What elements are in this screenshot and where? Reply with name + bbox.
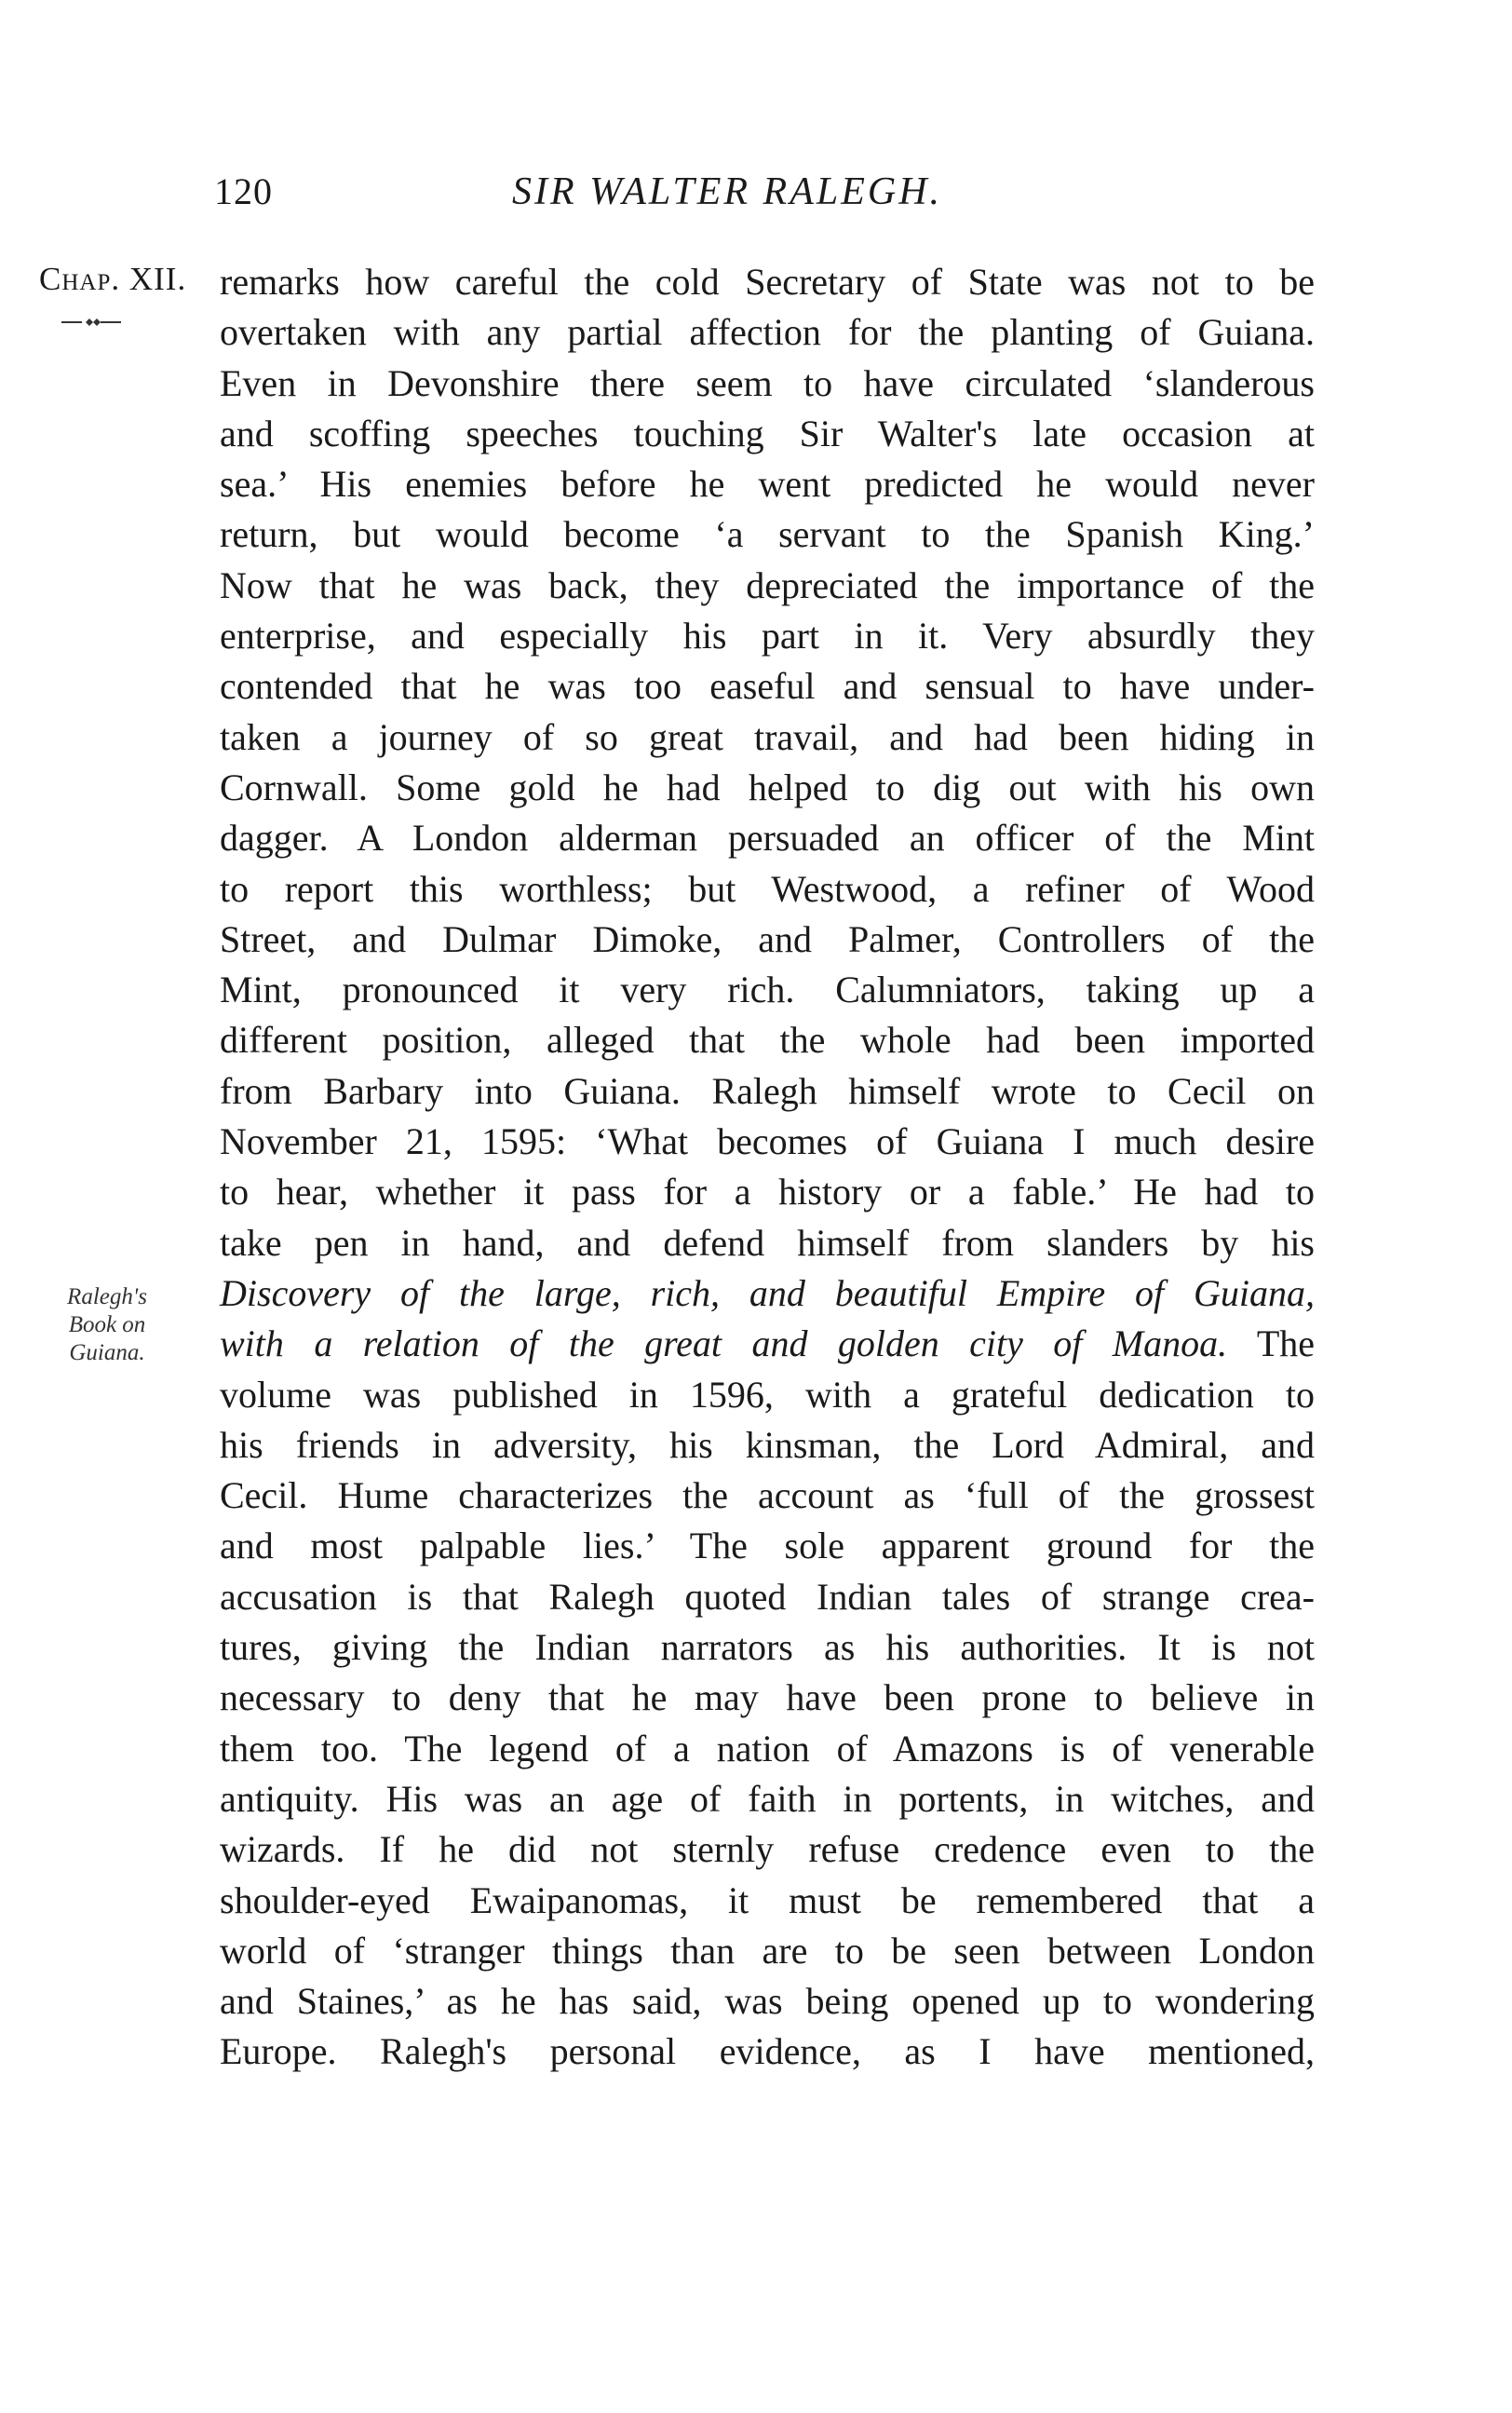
text-line: November 21, 1595: ‘What becomes of Guiana I much desire xyxy=(220,1120,1315,1163)
text-line: remarks how careful the cold Secretary of State was not to be xyxy=(220,261,1315,303)
book-subtitle-italic: with a relation of the great and golden city of Manoa. xyxy=(220,1322,1228,1365)
text-line: to hear, whether it pass for a history or a fable.’ He had to xyxy=(220,1171,1315,1213)
text-line: his friends in adversity, his kinsman, the Lord Admiral, and xyxy=(220,1423,1315,1466)
book-title-italic: Discovery of the large, rich, and beautiful Empire of Guiana, xyxy=(220,1271,1315,1314)
text-line: take pen in hand, and defend himself from slanders by his xyxy=(220,1221,1315,1264)
text-line: and most palpable lies.’ The sole apparent ground for the xyxy=(220,1525,1315,1567)
text-fragment: The xyxy=(1256,1322,1315,1365)
text-line: accusation is that Ralegh quoted Indian tales of strange crea- xyxy=(220,1575,1315,1618)
text-line: necessary to deny that he may have been prone to believe in xyxy=(220,1676,1315,1719)
sidenote-line: Ralegh's xyxy=(67,1284,147,1309)
text-line: shoulder-eyed Ewaipanomas, it must be remembered that a xyxy=(220,1878,1315,1921)
body-text xyxy=(220,257,1315,2078)
text-line: Now that he was back, they depreciated the importance of the xyxy=(220,563,1315,606)
sidenote-line: Book on xyxy=(68,1312,146,1337)
text-line-italic xyxy=(220,1319,1315,1369)
margin-sidenote xyxy=(28,1283,186,1367)
text-line: enterprise, and especially his part in it. Very absurdly they xyxy=(220,615,1315,657)
text-line: Europe. Ralegh's personal evidence, as I have mentioned, xyxy=(220,2030,1315,2073)
text-line: volume was published in 1596, with a grateful dedication to xyxy=(220,1373,1315,1416)
text-line: taken a journey of so great travail, and had been hiding in xyxy=(220,715,1315,758)
text-line: dagger. A London alderman persuaded an officer of the Mint xyxy=(220,817,1315,860)
text-line: tures, giving the Indian narrators as his authorities. It is not xyxy=(220,1626,1315,1669)
text-line: and scoffing speeches touching Sir Walter's late occasion at xyxy=(220,412,1315,454)
text-line-italic xyxy=(220,1268,1315,1319)
chapter-label: Chap. XII. xyxy=(39,261,187,297)
sidenote-line: Guiana. xyxy=(69,1340,145,1365)
text-line: Street, and Dulmar Dimoke, and Palmer, Controllers of the xyxy=(220,917,1315,960)
text-line: antiquity. His was an age of faith in portents, in witches, and xyxy=(220,1777,1315,1820)
text-line: Even in Devonshire there seem to have circulated ‘slanderous xyxy=(220,361,1315,404)
text-line: world of ‘stranger things than are to be seen between London xyxy=(220,1929,1315,1972)
text-line: and Staines,’ as he has said, was being opened up to wondering xyxy=(220,1980,1315,2023)
text-line: Mint, pronounced it very rich. Calumniators, taking up a xyxy=(220,969,1315,1011)
text-line: wizards. If he did not sternly refuse credence even to the xyxy=(220,1828,1315,1871)
text-line: to report this worthless; but Westwood, a refiner of Wood xyxy=(220,867,1315,910)
text-line: Cornwall. Some gold he had helped to dig out with his own xyxy=(220,766,1315,808)
text-line: return, but would become ‘a servant to the Spanish King.’ xyxy=(220,513,1315,556)
text-line: them too. The legend of a nation of Amazons is of venerable xyxy=(220,1727,1315,1769)
text-line: contended that he was too easeful and sensual to have under- xyxy=(220,665,1315,708)
text-line: overtaken with any partial affection for the planting of Guiana. xyxy=(220,311,1315,354)
text-line: from Barbary into Guiana. Ralegh himself wrote to Cecil on xyxy=(220,1069,1315,1112)
page-number: 120 xyxy=(214,170,273,212)
text-line: different position, alleged that the whole had been imported xyxy=(220,1019,1315,1062)
ornament-dash-icon xyxy=(61,313,121,332)
text-line: sea.’ His enemies before he went predicted he would never xyxy=(220,463,1315,506)
running-head xyxy=(214,169,1313,225)
running-title: SIR WALTER RALEGH. xyxy=(512,170,943,213)
text-line: Cecil. Hume characterizes the account as ‘full of the grossest xyxy=(220,1474,1315,1517)
